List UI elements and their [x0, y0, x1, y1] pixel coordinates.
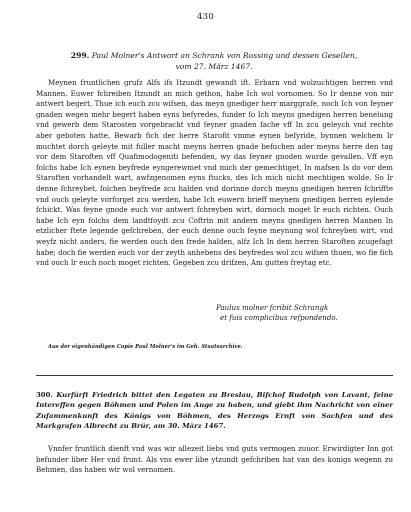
letter-paragraph: Vnnfer fruntlich dienft vnd was wir allezeit liebs vnd guts vermogen zuuor. Erwirdigter Inn got befunder liber Her vnd frunt. Als vns ewer libe ytzundt gefchriben hat van des konigs wegenn zu Behmen, das haben wir wol vernomen.	[36, 444, 393, 475]
document-heading-299	[36, 51, 392, 72]
letter-body-299	[36, 78, 393, 269]
signature-block	[216, 303, 338, 324]
signature-line-2: et fuis complicibus refpondendo.	[220, 313, 338, 323]
document-date: vom 27. März 1467.	[175, 61, 253, 71]
letter-body-300	[36, 444, 393, 476]
signature-line-1: Paulus molner fcribit Schrangk	[216, 303, 329, 312]
letter-paragraph: Meynen fruntlichen grufz Alfs ifs Itzundt gewandt ift. Erbarn vnd wolzuchtigen herren vnd Mannen. Euwer fchreiben Itzundt an mich gethon, habe Ich wol vornomen. So Ir denne von mir antwert begert, Thue ich euch zcu wifsen, das meyn gnediger herr marggrafe, noch Ich von feyner gnaden wegen mehr begert haben eyns befyredes, funder fo Ich meyns gnedigen herren benelung vnd gewerb dem Starosten vorgebracht vnd feyner gnaden fache vff In zcu geleych vnd rechte aber geboten hatte, Bewarb fich der herre Starofit vmme eynen befyride, bynnen welchem Ir muchtet dorch geleyte mit fuller macht meyns herren gnade befuchen ader meyns herre den tag vor dem Staroften vff Quafimodogeniti befenden, wy das feyner gnoden wurde gevallen. Vff eyn folchs habe Ich eynen beyfrede eyngerewmet vnd mich der gemechtiget, In mafsen Is do vor dem Staroften vorhandelt wart, awfzgenomen eyns ftucks, des Ich mich nicht mechtigen wolde. So Ir denne fchreybet, folchen beyfrede zcu halden vnd dorinne dorch meyns gnedigen herren fchriffte vnd ouch geleyte vorforget zcu werden, habe Ich euwern brieff meynem gnedigen herren eylende fchickt. Was feyne gnode euch vor antwert fchreyben wirt, dornoch moget Ir euch richten. Ouch habe Ich eyn folchs dem landtfoydt zcu Coftrin mit andern meyns gnedigen herren Mannen In etzlicher ftete legende gefchreben, der euch denne ouch feyne meynung wol fchreyben wirt, vnd weyfz nicht anders, fie werden ouch den frede halden, alfz Ich In dem herren Staroften zcugefagt habe; doch fie werden euch vor der zeyth anhebens des beyfredes wol zcu wifsen thuen, wo fie fich vnd ouch Ir euch noch moget richten. Gegeben zcu drifzen, Am gutten freytag etc.	[36, 78, 393, 268]
page-number: 430	[196, 12, 215, 22]
regest-300	[36, 390, 393, 432]
section-divider	[36, 375, 393, 376]
document-title: Paul Molner's Antwort an Schrank von Rossing und dessen Gesellen,	[91, 51, 358, 60]
document-number: 299.	[70, 51, 90, 60]
document-number: 300.	[36, 391, 53, 399]
source-note: Aus der eigenhändigen Copie Paul Molner's im Geh. Staatsarchive.	[48, 344, 243, 350]
regest-text: Kurfürft Friedrich bittet den Legaten zu Breslau, Bifchof Rudolph von Lavant, feine Intereffen gegen Böhmen und Polen im Auge zu haben, und giebt ihm Nachricht von einer Zufammenkunft des Königs von Böhmen, des Herzogs Ernft von Sachfen und des Markgrafen Albrecht zu Brür, am 30. März 1467.	[36, 391, 394, 431]
